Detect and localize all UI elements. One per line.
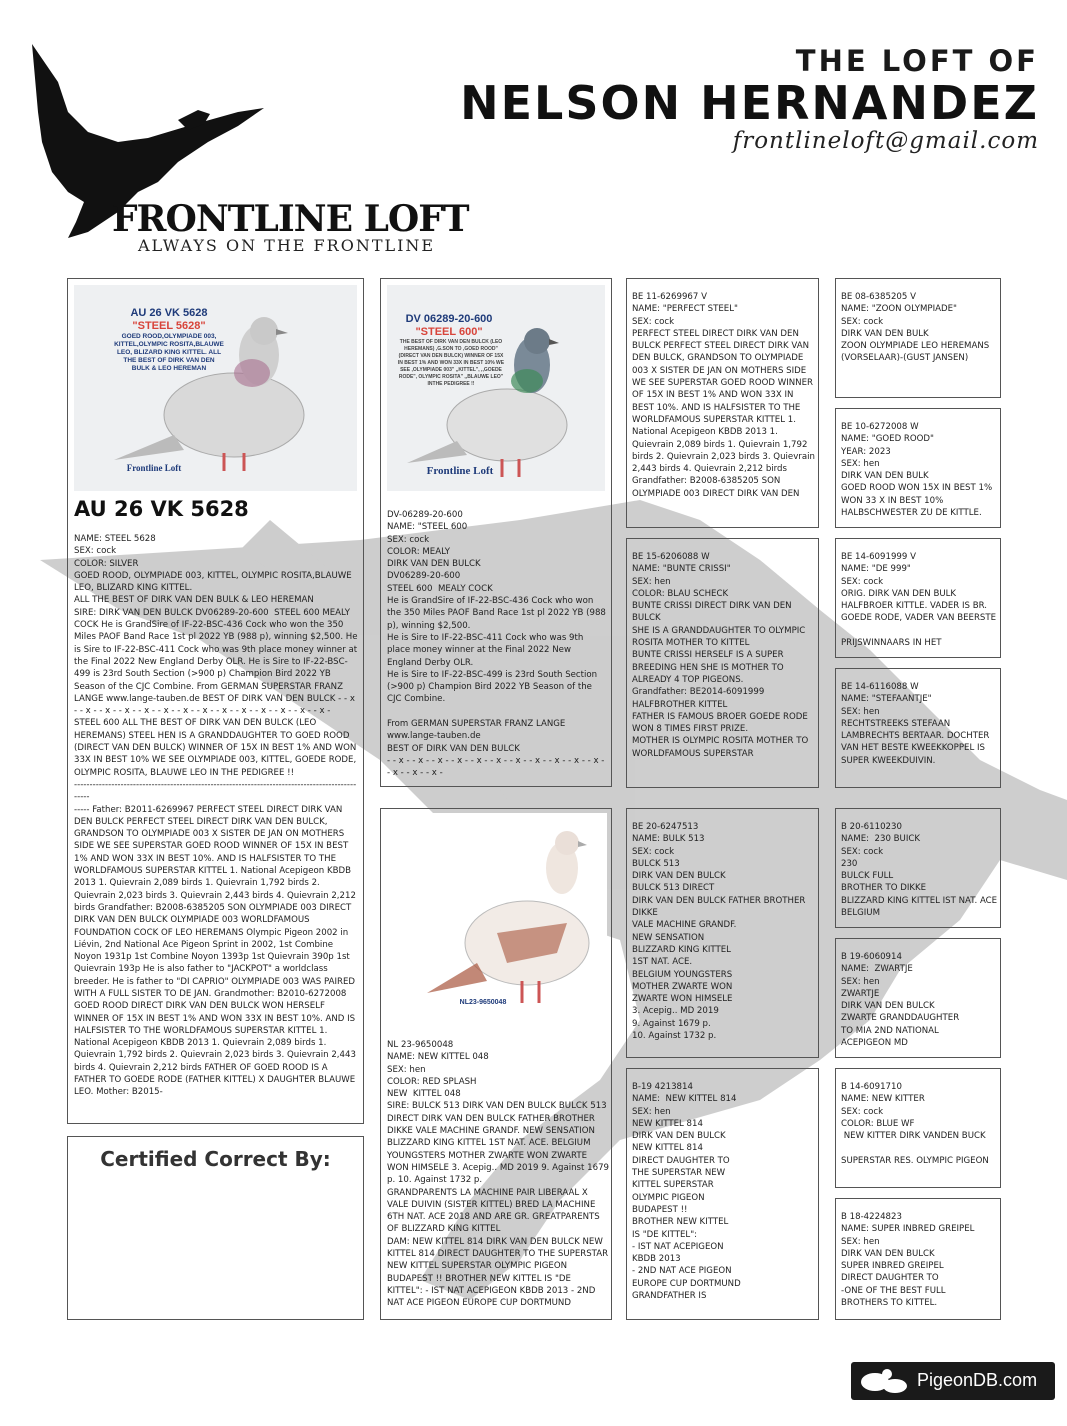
ancestor-details: BE 10-6272008 W NAME: "GOED ROOD" YEAR: 2023 SEX: hen DIRK VAN DEN BULK GOED ROOD WON 15X IN BEST 1% WON 33 X IN BEST 10% HALBSCHWESTER ZU DE KITTLE. [841,422,993,519]
photo-watermark: Frontline Loft [426,465,494,477]
main-bird-details: NAME: STEEL 5628 SEX: cock COLOR: SILVER GOED ROOD, OLYMPIADE 003, KITTEL, OLYMPIC ROSITA,BLAUWE LEO, BLIZARD KING KITTEL. ALL THE BEST OF DIRK VAN DEN BULK & LEO HEREMAN SIRE: DIRK VAN DEN BULCK DV06289-20-600 STEEL 600 MEALY COCK He is GrandSire of IF-22-BSC-436 Cock who won the 350 Miles PAOF Band Race 1st pl 2022 YB (988 p), winning $2,500. He is Sire to IF-22-BSC-411 Cock who was 9th place money winner at the Final 2022 New England Derby OLR. He is Sire to IF-22-BSC-499 is 23rd South Section (>900 p) Champion Bird 2022 YB Season of the CJC Combine. From GERMAN SUPERSTAR FRANZ LANGE www.lange-tauben.de BEST OF DIRK VAN DEN BULCK - - x - - x - - x - - x - - x - - x - - x - - x - - x - - x - - x - - x - - x - - x - STEEL 600 ALL THE BEST OF DIRK VAN DEN BULCK (LEO HEREMANS) STEEL HEN IS A GRANDDAUGHTER TO GOED ROOD (DIRECT VAN DEN BULCK) WINNER OF 15X IN BEST 1% AND WON 33X IN BEST 10% WE SEE OLYMPIADE 003, KITTEL, GOEDE RODE, OLYMPIC ROSITA, BLAUWE LEO IN THE PEDIGREE !! ------------------------------------------------------------------------------------------------ ----- Father: B2011-6269967 PERFECT STEEL DIRECT DIRK VAN DEN BULCK PERFECT STEEL DIRECT DIRK VAN DEN BULCK, GRANDSON TO OLYMPIADE 003 X SISTER DE JAN ON MOTHERS SIDE WE SEE SUPERSTAR GOED ROOD WINNER OF 15X IN BEST 1% AND WON 33X IN BEST 10%. AND IS HALFSISTER TO THE WORLDFAMOUS SUPERSTAR KITTEL 1. National Acepigeon KBDB 2013 1. Quievrain 2,089 birds 1. Quievrain 1,792 birds 2. Quievrain 2,023 birds 3. Quievrain 2,443 birds 4. Quievrain 2,212 birds Grandfather: B2008-6385205 SON OLYMPIADE 003 DIRECT DIRK VAN DEN BULCK OLYMPIADE 003 WORLDFAMOUS FOUNDATION COCK OF LEO HEREMANS Olympic Pigeon 2002 in Liévin, 2nd National Ace Pigeon Sprint in 2002, 1st Combine Noyon 1931p 1st Combine Noyon 1393p 1st Quievrain 390p 1st Quievrain 193p He is also father to "JACKPOT" a worldclass breeder. He is father to "DI CAPRIO" OLYMPIADE 003 WAS PAIRED WITH A FULL SISTER TO DE JAN. Grandmother: B2010-6272008 GOED ROOD DIRECT DIRK VAN DEN BULCK WON HERSELF WINNER OF 15X IN BEST 1% AND WON 33X IN BEST 10%. AND IS HALFSISTER TO THE WORLDFAMOUS SUPERSTAR KITTEL 1. National Acepigeon KBDB 2013 1. Quievrain 2,089 birds 1. Quievrain 1,792 birds 2. Quievrain 2,023 birds 3. Quievrain 2,443 birds 4. Quievrain 2,212 birds FATHER OF GOED ROOD IS A FATHER TO GOEDE RODE (FATHER KITTEL) X DAUGHTER BLAUWE LEO. Mother: B2015- [74,534,358,1098]
photo-caption-name: "STEEL 600" [415,326,483,338]
ancestor-sire-sire [626,278,819,528]
ancestor-details: BE 20-6247513 NAME: BULK 513 SEX: cock BULCK 513 DIRK VAN DEN BULCK BULCK 513 DIRECT DIRK VAN DEN BULCK FATHER BROTHER DIKKE VALE MACHINE GRANDF. NEW SENSATION BLIZZARD KING KITTEL 1ST NAT. ACE. BELGIUM YOUNGSTERS MOTHER ZWARTE WON ZWARTE WON HIMSELE 3. Acepig.. MD 2019 9. Against 1679 p. 10. Against 1732 p. [632,822,806,1042]
ancestor-dam-sire-sire [835,808,1001,928]
photo-caption-id: AU 26 VK 5628 [130,307,208,319]
dam-details: NL 23-9650048 NAME: NEW KITTEL 048 SEX: hen COLOR: RED SPLASH NEW KITTEL 048 SIRE: BULCK 513 DIRK VAN DEN BULCK BULCK 513 DIRECT DIRK VAN DEN BULCK FATHER BROTHER DIKKE VALE MACHINE GRANDF. NEW SENSATION BLIZZARD KING KITTEL 1ST NAT. ACE. BELGIUM YOUNGSTERS MOTHER ZWARTE WON ZWARTE WON HIMSELE 3. Acepig.. MD 2019 9. Against 1679 p. 10. Against 1732 p. GRANDPARENTS LA MACHINE PAIR LIBERAAL X VALE DUIVIN (SISTER KITTEL) BRED LA MACHINE 6TH NAT. ACE 2018 AND ARE GR. GREATPARENTS OF BLIZZARD KING KITTEL DAM: NEW KITTEL 814 DIRK VAN DEN BULCK NEW KITTEL 814 DIRECT DAUGHTER TO THE SUPERSTAR NEW KITTEL SUPERSTAR OLYMPIC PIGEON BUDAPEST !! BROTHER NEW KITTEL IS "DE KITTEL": - IST NAT ACEPIGEON KBDB 2013 - 2ND NAT ACE PIGEON EUROPE CUP DORTMUND [387,1040,610,1309]
pigeondb-text: PigeonDB.com [917,1370,1038,1390]
ancestor-sire-sire-sire [835,278,1001,398]
photo-caption-id: DV 06289-20-600 [405,313,493,325]
certified-box [67,1136,364,1320]
ancestor-details: B-19 4213814 NAME: NEW KITTEL 814 SEX: hen NEW KITTEL 814 DIRK VAN DEN BULCK NEW KITTEL 814 DIRECT DAUGHTER TO THE SUPERSTAR NEW KITTEL SUPERSTAR OLYMPIC PIGEON BUDAPEST !! BROTHER NEW KITTEL IS "DE KITTEL": - IST NAT ACEPIGEON KBDB 2013 - 2ND NAT ACE PIGEON EUROPE CUP DORTMUND GRANDFATHER IS [632,1082,741,1302]
ancestor-details: B 18-4224823 NAME: SUPER INBRED GREIPEL SEX: hen DIRK VAN DEN BULCK SUPER INBRED GREIPEL DIRECT DAUGHTER TO -ONE OF THE BEST FULL BROTHERS TO KITTEL. [841,1212,975,1309]
sire-details: DV-06289-20-600 NAME: "STEEL 600 SEX: cock COLOR: MEALY DIRK VAN DEN BULCK DV06289-20-600 STEEL 600 MEALY COCK He is GrandSire of IF-22-BSC-436 Cock who won the 350 Miles PAOF Band Race 1st pl 2022 YB (988 p), winning $2,500. He is Sire to IF-22-BSC-411 Cock who was 9th place money winner at the Final 2022 New England Derby OLR. He is Sire to IF-22-BSC-499 is 23rd South Section (>900 p) Champion Bird 2022 YB Season of the CJC Combine. From GERMAN SUPERSTAR FRANZ LANGE www.lange-tauben.de BEST OF DIRK VAN DEN BULCK - - x - - x - - x - - x - - x - - x - - x - - x - - x - - x - - x - - x - - x - - x - [387,510,606,779]
main-bird-title: AU 26 VK 5628 [74,497,249,521]
pigeondb-icon [857,1362,913,1400]
ancestor-dam-dam-dam [835,1198,1001,1320]
photo-caption-desc: GOED ROOD,OLYMPIADE 003, KITTEL,OLYMPIC ROSITA,BLAUWE LEO, BLIZARD KING KITTEL. ALL THE BEST OF DIRK VAN DEN BULK & LEO HEREMAN [114,333,224,372]
dam-card [380,808,612,1320]
ancestor-dam-sire [626,808,819,1058]
brand-tagline: ALWAYS ON THE FRONTLINE [138,236,436,255]
ancestor-dam-dam-sire [835,1068,1001,1188]
ancestor-details: BE 14-6116088 W NAME: "STEFAANTJE" SEX: hen RECHTSTREEKS STEFAAN LAMBRECHTS BERTAAR. DOCHTER VAN HET BESTE KWEEKKOPPEL IS SUPER KWEEKDUIVIN. [841,682,990,766]
pigeondb-logo[interactable] [851,1362,1055,1400]
ancestor-sire-dam-sire [835,538,1001,658]
ancestor-details: B 20-6110230 NAME: 230 BUICK SEX: cock 230 BULCK FULL BROTHER TO DIKKE BLIZZARD KING KITTEL IST NAT. ACE BELGIUM [841,822,998,919]
ancestor-sire-sire-dam [835,408,1001,528]
owner-name: NELSON HERNANDEZ [460,76,1039,130]
ancestor-dam-sire-dam [835,938,1001,1058]
loft-of-label: THE LOFT OF [795,44,1039,78]
sire-photo [387,285,605,491]
header-owner-block [460,44,1039,154]
photo-caption-desc: THE BEST OF DIRK VAN DEN BULCK (LEO HEREMANS) ,G.SON TO ,GOED ROOD" (DIRECT VAN DEN BULCK) WINNER OF 15X IN BEST 1% AND WON 33X IN BEST 10% WE SEE ,OLYMPIADE 003" ,,KITTEL", ,,GOEDE RODE", OLYMPIC ROSITA" ,,BLAUWE LEO" INTHE PEDIGREE !! [397,339,505,387]
ancestor-dam-dam [626,1068,819,1320]
ancestor-details: BE 08-6385205 V NAME: "ZOON OLYMPIADE" SEX: cock DIRK VAN DEN BULK ZOON OLYMPIADE LEO HEREMANS (VORSELAAR)-(GUST JANSEN) [841,292,990,364]
owner-email: frontlineloft@gmail.com [732,128,1039,154]
ancestor-details: BE 14-6091999 V NAME: "DE 999" SEX: cock ORIG. DIRK VAN DEN BULK HALFBROER KITTLE. VADER IS BR. GOEDE RODE, VADER VAN BEERSTE PRIJSWINNAARS IN HET [841,552,997,649]
ancestor-sire-dam-dam [835,668,1001,788]
sire-card [380,278,612,787]
main-bird-card [67,278,364,1124]
brand-name: FRONTLINE LOFT [112,198,469,240]
ancestor-details: B 14-6091710 NAME: NEW KITTER SEX: cock COLOR: BLUE WF NEW KITTER DIRK VANDEN BUCK SUPERSTAR RES. OLYMPIC PIGEON [841,1082,989,1166]
ancestor-sire-dam [626,538,819,788]
main-bird-photo [74,285,357,491]
dam-photo [417,813,607,1033]
ancestor-details: BE 15-6206088 W NAME: "BUNTE CRISSI" SEX: hen COLOR: BLAU SCHECK BUNTE CRISSI DIRECT DIRK VAN DEN BULCK SHE IS A GRANDDAUGHTER TO OLYMPIC ROSITA MOTHER TO KITTEL BUNTE CRISSI HERSELF IS A SUPER BREEDING HEN SHE IS MOTHER TO ALREADY 4 TOP PIGEONS. Grandfather: BE2014-6091999 HALFBROTHER KITTEL FATHER IS FAMOUS BROER GOEDE RODE WON 8 TIMES FIRST PRIZE. MOTHER IS OLYMPIC ROSITA MOTHER TO WORLDFAMOUS SUPERSTAR [632,552,809,759]
ancestor-details: BE 11-6269967 V NAME: "PERFECT STEEL" SEX: cock PERFECT STEEL DIRECT DIRK VAN DEN BULCK PERFECT STEEL DIRECT DIRK VAN DEN BULCK, GRANDSON TO OLYMPIADE 003 X SISTER DE JAN ON MOTHERS SIDE WE SEE SUPERSTAR GOED ROOD WINNER OF 15X IN BEST 1% AND WON 33X IN BEST 10%. AND IS HALFSISTER TO THE WORLDFAMOUS SUPERSTAR KITTEL 1. National Acepigeon KBDB 2013 1. Quievrain 2,089 birds 1. Quievrain 1,792 birds 2. Quievrain 2,023 birds 3. Quievrain 2,443 birds 4. Quievrain 2,212 birds Grandfather: B2008-6385205 SON OLYMPIADE 003 DIRECT DIRK VAN DEN [632,292,815,499]
certified-label: Certified Correct By: [100,1147,331,1171]
photo-watermark: NL23-9650048 [459,999,507,1006]
photo-watermark: Frontline Loft [126,463,182,473]
photo-caption-name: "STEEL 5628" [132,320,206,332]
ancestor-details: B 19-6060914 NAME: ZWARTJE SEX: hen ZWARTJE DIRK VAN DEN BULCK ZWARTE GRANDDAUGHTER TO MIA 2ND NATIONAL ACEPIGEON MD [841,952,960,1049]
